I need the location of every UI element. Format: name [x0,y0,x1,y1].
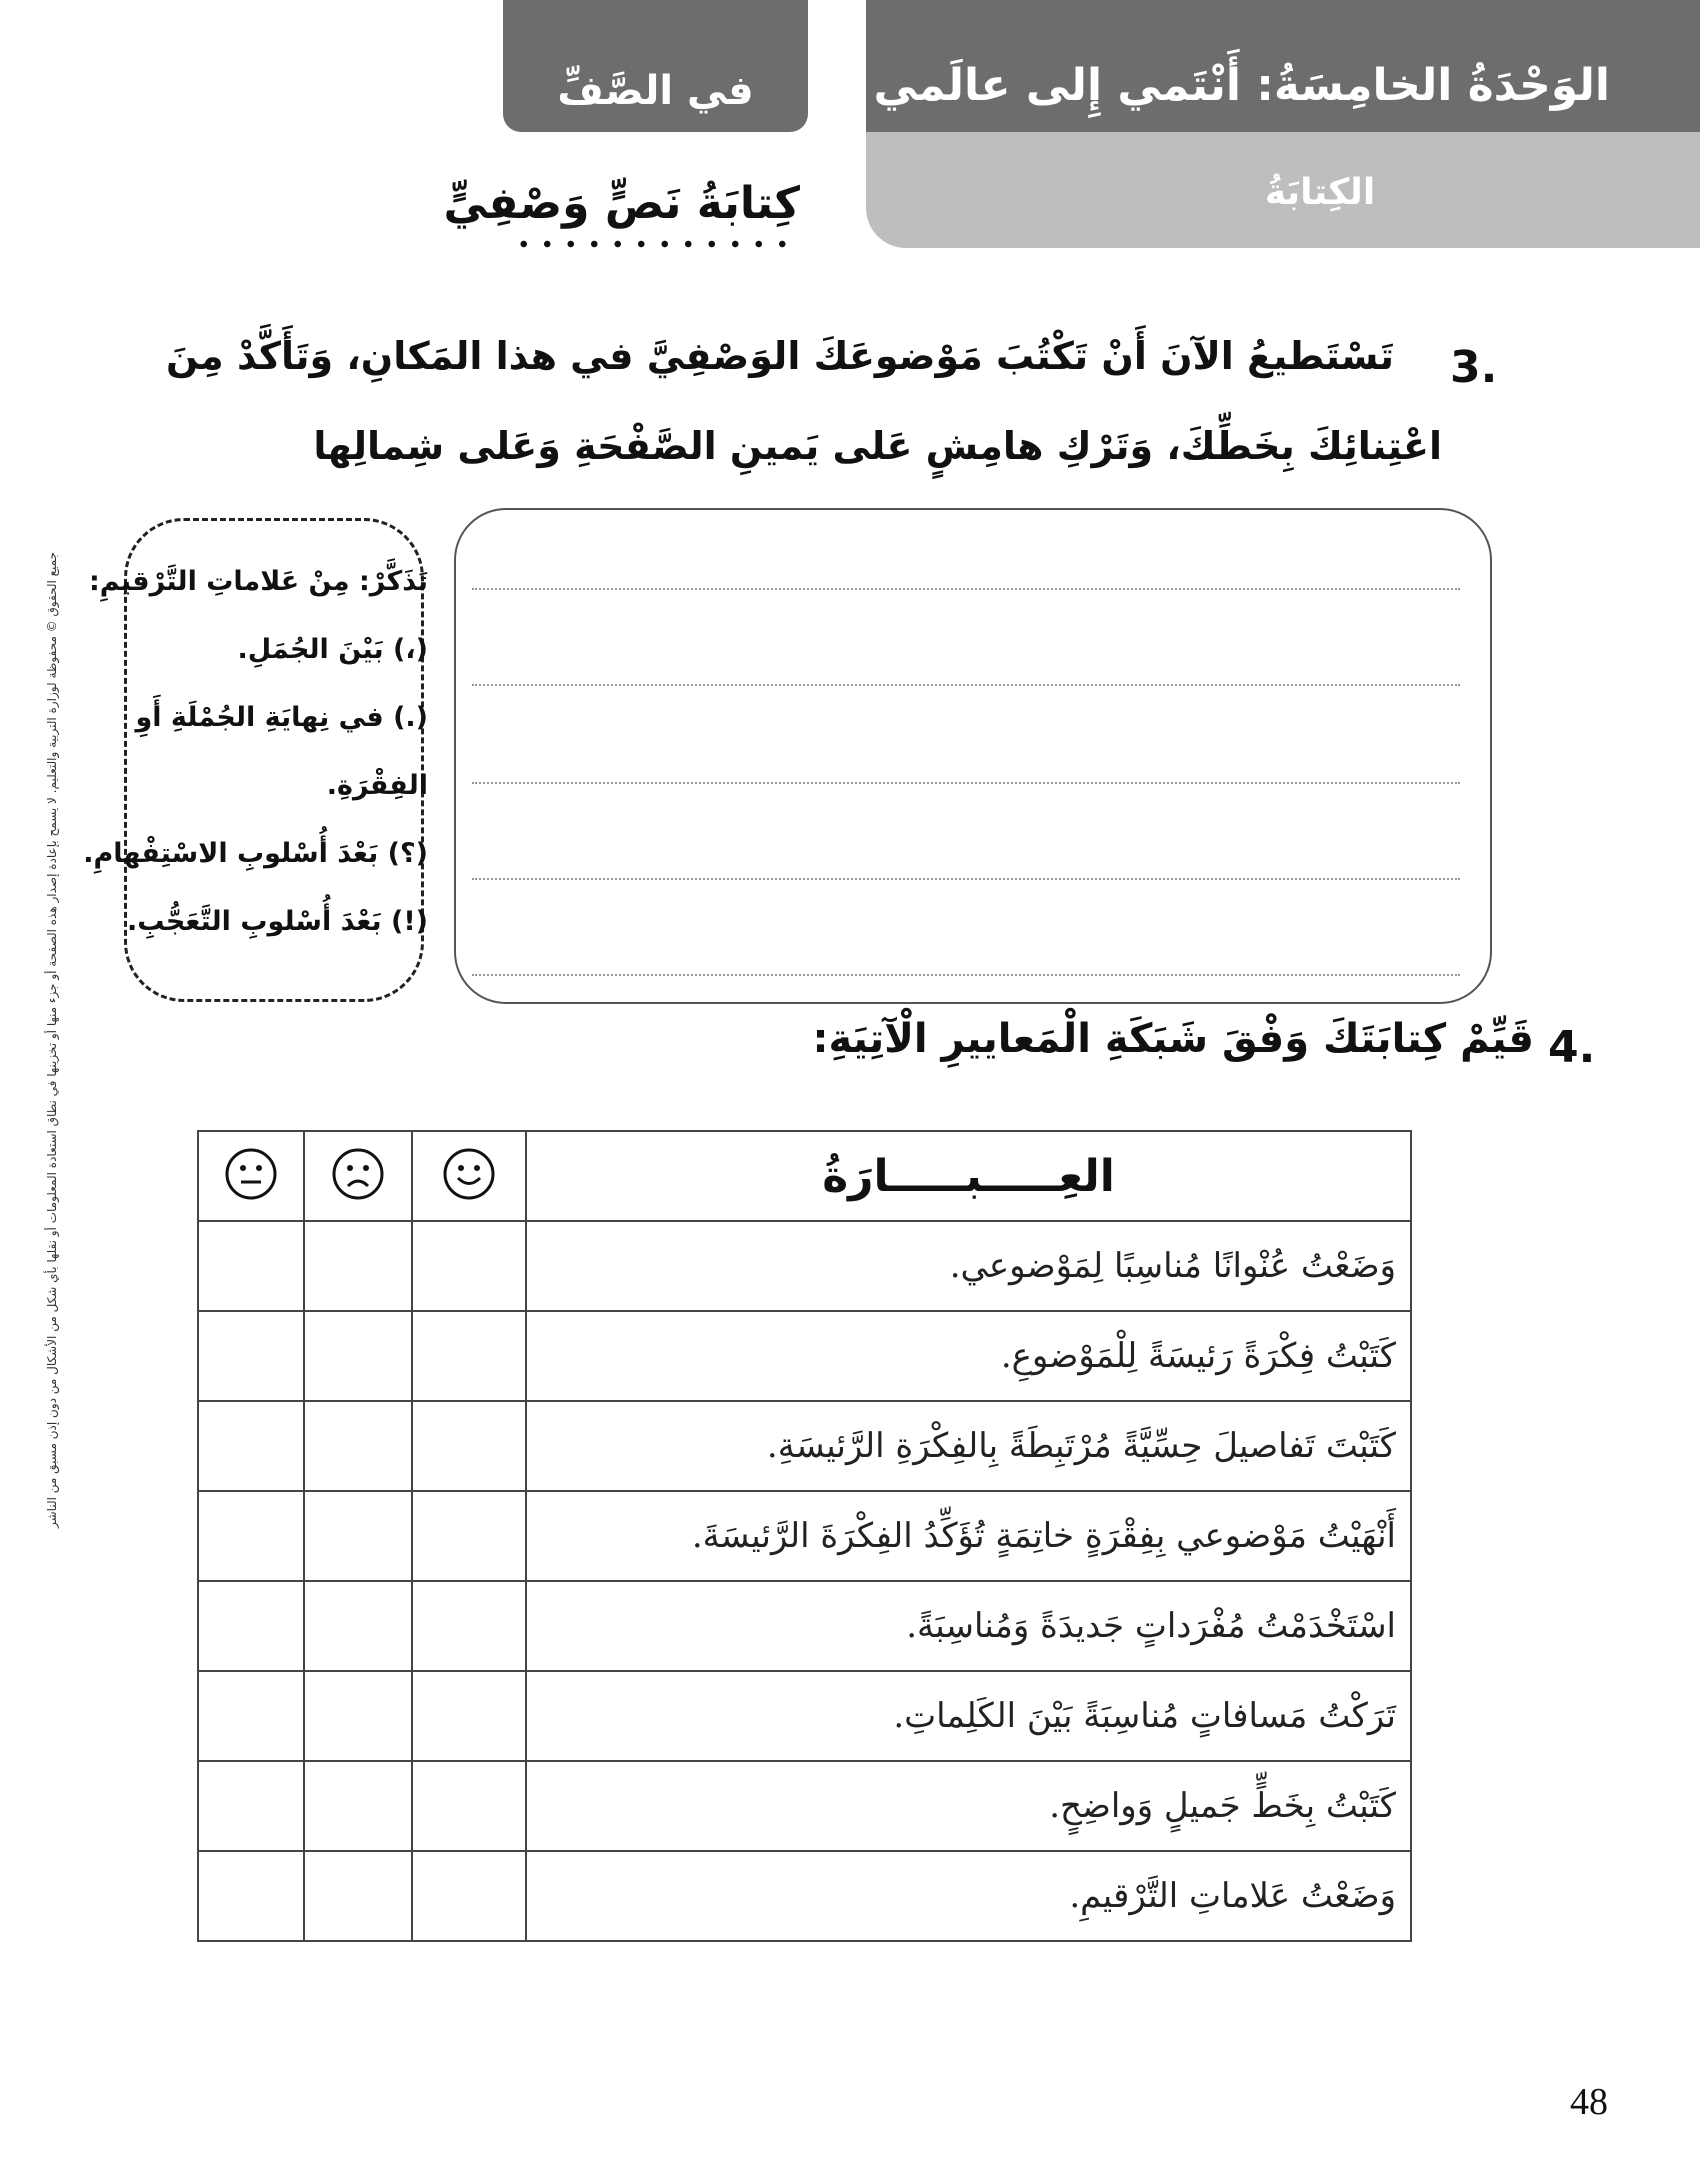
sad-column-header [304,1131,412,1221]
rating-cell-sad[interactable] [304,1221,412,1311]
writing-line[interactable] [472,878,1460,880]
evaluation-table [197,1130,1412,1942]
happy-face-icon [442,1147,496,1201]
class-label: في الصَّفِّ [557,68,754,114]
rating-cell-neutral[interactable] [198,1221,304,1311]
lesson-title-dotted-underline [512,238,794,250]
criterion-statement: كَتَبْتَ تَفاصيلَ حِسِّيَّةً مُرْتَبِطَةً بِالفِكْرَةِ الرَّئيسَةِ. [526,1401,1411,1491]
sad-face-icon [331,1147,385,1201]
table-row [198,1401,1411,1491]
criterion-statement: كَتَبْتُ فِكْرَةً رَئيسَةً لِلْمَوْضوعِ. [526,1311,1411,1401]
rating-cell-happy[interactable] [412,1311,526,1401]
rating-cell-sad[interactable] [304,1671,412,1761]
question-3-text-line-2: اعْتِنائِكَ بِخَطِّكَ، وَتَرْكِ هامِشٍ عَلى يَمينِ الصَّفْحَةِ وَعَلى شِمالِها [313,424,1442,468]
reminder-line: (.) في نِهايَةِ الجُمْلَةِ أَوِ [135,702,428,733]
rating-cell-sad[interactable] [304,1401,412,1491]
rating-cell-sad[interactable] [304,1491,412,1581]
question-4-text: قَيِّمْ كِتابَتَكَ وَفْقَ شَبَكَةِ الْمَعاييرِ الْآتِيَةِ: [812,1016,1534,1062]
question-3-number: 3. [1450,342,1498,393]
rating-cell-sad[interactable] [304,1761,412,1851]
page-number: 48 [1570,2081,1608,2123]
rating-cell-neutral[interactable] [198,1851,304,1941]
rating-cell-neutral[interactable] [198,1311,304,1401]
rating-cell-neutral[interactable] [198,1581,304,1671]
writing-line[interactable] [472,974,1460,976]
table-row [198,1221,1411,1311]
criterion-statement: أَنْهَيْتُ مَوْضوعي بِفِقْرَةٍ خاتِمَةٍ تُؤَكِّدُ الفِكْرَةَ الرَّئيسَةَ. [526,1491,1411,1581]
table-row [198,1311,1411,1401]
writing-area[interactable] [454,508,1492,1004]
rating-cell-sad[interactable] [304,1851,412,1941]
reminder-line: (!) بَعْدَ أُسْلوبِ التَّعَجُّبِ. [126,906,428,937]
copyright-side-note: جميع الحقوق © محفوظة لوزارة التربية والتعليم. لا يسمح بإعادة إصدار هذه الصفحة أو جزء منها أو تخزينها في نطاق استعادة المعلومات أو نقلها بأي شكل من الأشكال من دون إذن مسبق من الناشر [45,552,59,1528]
writing-line[interactable] [472,684,1460,686]
reminder-line: (؟) بَعْدَ أُسْلوبِ الاسْتِفْهامِ. [83,838,428,869]
rating-cell-sad[interactable] [304,1581,412,1671]
skill-label: الكِتابَةُ [1264,172,1376,213]
rating-cell-neutral[interactable] [198,1491,304,1581]
rating-cell-happy[interactable] [412,1851,526,1941]
criterion-statement: اسْتَخْدَمْتُ مُفْرَداتٍ جَديدَةً وَمُناسِبَةً. [526,1581,1411,1671]
rating-cell-happy[interactable] [412,1221,526,1311]
criterion-statement: وَضَعْتُ عَلاماتِ التَّرْقيمِ. [526,1851,1411,1941]
table-row [198,1491,1411,1581]
reminder-line: تَذَكَّرْ: مِنْ عَلاماتِ التَّرْقيمِ: [88,566,428,597]
unit-title: الوَحْدَةُ الخامِسَةُ: أَنْتَمي إِلى عالَمي [873,60,1610,111]
rating-cell-happy[interactable] [412,1671,526,1761]
table-row [198,1581,1411,1671]
rating-cell-happy[interactable] [412,1401,526,1491]
rating-cell-happy[interactable] [412,1491,526,1581]
rating-cell-neutral[interactable] [198,1761,304,1851]
neutral-face-icon [224,1147,278,1201]
question-4-number: 4. [1548,1022,1596,1073]
statement-column-header: العِـــــبـــــارَةُ [526,1131,1411,1221]
table-row [198,1851,1411,1941]
table-header-row [198,1131,1411,1221]
table-row [198,1761,1411,1851]
reminder-line: الفِقْرَةِ. [326,770,428,801]
criterion-statement: وَضَعْتُ عُنْوانًا مُناسِبًا لِمَوْضوعي. [526,1221,1411,1311]
criterion-statement: تَرَكْتُ مَسافاتٍ مُناسِبَةً بَيْنَ الكَلِماتِ. [526,1671,1411,1761]
rating-cell-neutral[interactable] [198,1401,304,1491]
punctuation-reminder-text [83,566,428,976]
writing-line[interactable] [472,782,1460,784]
rating-cell-sad[interactable] [304,1311,412,1401]
neutral-column-header [198,1131,304,1221]
writing-line[interactable] [472,588,1460,590]
rating-cell-happy[interactable] [412,1761,526,1851]
lesson-title: كِتابَةُ نَصٍّ وَصْفِيٍّ [443,178,800,229]
reminder-line: (،) بَيْنَ الجُمَلِ. [237,634,428,665]
criterion-statement: كَتَبْتُ بِخَطٍّ جَميلٍ وَواضِحٍ. [526,1761,1411,1851]
happy-column-header [412,1131,526,1221]
table-row [198,1671,1411,1761]
rating-cell-neutral[interactable] [198,1671,304,1761]
rating-cell-happy[interactable] [412,1581,526,1671]
question-3-text-line-1: تَسْتَطيعُ الآنَ أَنْ تَكْتُبَ مَوْضوعَكَ الوَصْفِيَّ في هذا المَكانِ، وَتَأَكَّدْ مِنَ [165,334,1394,378]
